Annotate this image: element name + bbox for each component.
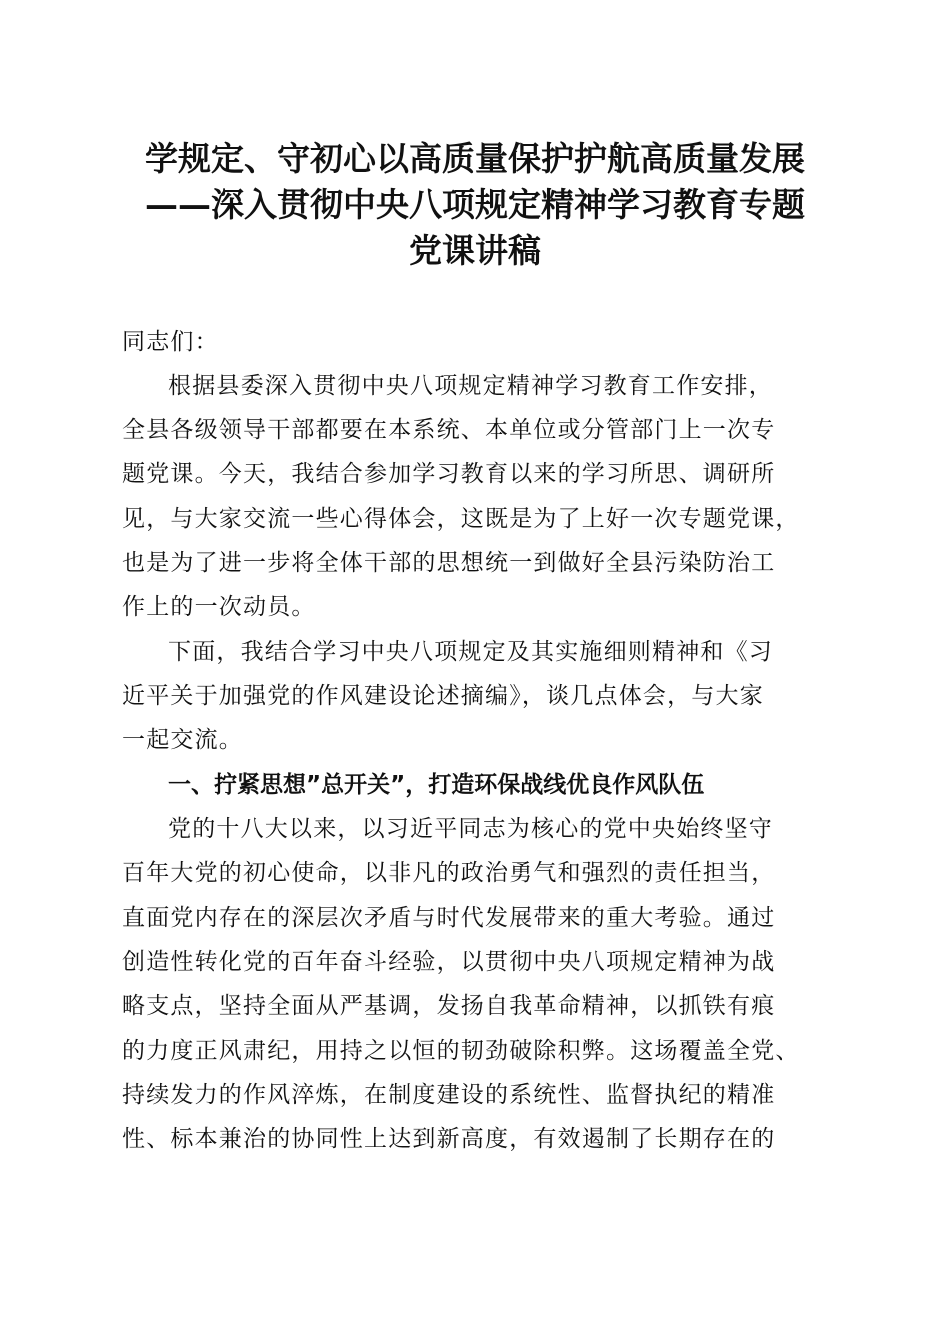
paragraph-line: 全县各级领导干部都要在本系统、本单位或分管部门上一次专 [122, 417, 776, 443]
paragraph-line: 略支点，坚持全面从严基调，发扬自我革命精神，以抓铁有痕 [122, 993, 776, 1019]
paragraph-line: 下面，我结合学习中央八项规定及其实施细则精神和《习 [168, 639, 773, 665]
paragraph-line: 性、标本兼治的协同性上达到新高度，有效遏制了长期存在的 [122, 1126, 776, 1152]
document-title-line-3: 党课讲稿 [409, 231, 541, 270]
salutation: 同志们： [122, 329, 219, 355]
paragraph-line: 一起交流。 [122, 727, 243, 753]
paragraph-line: 见，与大家交流一些心得体会，这既是为了上好一次专题党课， [122, 506, 800, 532]
paragraph-line: 近平关于加强党的作风建设论述摘编》，谈几点体会，与大家 [122, 683, 764, 709]
paragraph-line: 作上的一次动员。 [122, 594, 316, 620]
paragraph-line: 的力度正风肃纪，用持之以恒的韧劲破除积弊。这场覆盖全党、 [122, 1038, 800, 1064]
paragraph-line: 创造性转化党的百年奋斗经验，以贯彻中央八项规定精神为战 [122, 949, 776, 975]
paragraph-line: 根据县委深入贯彻中央八项规定精神学习教育工作安排， [168, 373, 773, 399]
paragraph-line: 题党课。今天，我结合参加学习教育以来的学习所思、调研所 [122, 461, 776, 487]
paragraph-line: 持续发力的作风淬炼，在制度建设的系统性、监督执纪的精准 [122, 1082, 776, 1108]
paragraph-line: 党的十八大以来，以习近平同志为核心的党中央始终坚守 [168, 816, 773, 842]
document-title-line-2: ——深入贯彻中央八项规定精神学习教育专题 [145, 185, 805, 224]
section-heading: 一、拧紧思想”总开关”，打造环保战线优良作风队伍 [168, 772, 705, 798]
paragraph-line: 直面党内存在的深层次矛盾与时代发展带来的重大考验。通过 [122, 905, 776, 931]
paragraph-line: 也是为了进一步将全体干部的思想统一到做好全县污染防治工 [122, 550, 776, 576]
document-title-line-1: 学规定、守初心以高质量保护护航高质量发展 [145, 139, 805, 178]
paragraph-line: 百年大党的初心使命，以非凡的政治勇气和强烈的责任担当， [122, 860, 776, 886]
